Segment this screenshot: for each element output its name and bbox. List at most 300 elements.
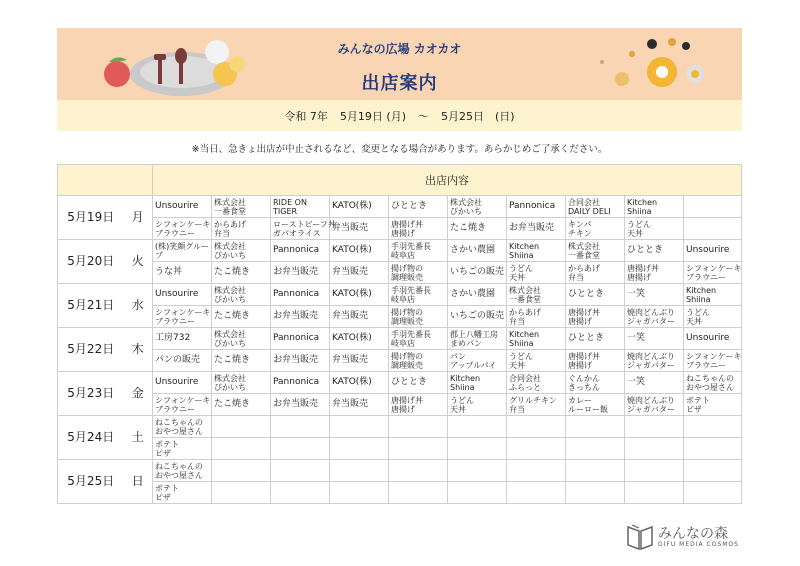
vendor-item-cell xyxy=(684,306,742,328)
vendor-item: 天丼 xyxy=(509,272,525,282)
vendor-item-cell xyxy=(507,218,566,240)
vendor-name: おやつ屋さん xyxy=(686,382,734,392)
vendor-item: お弁当販売 xyxy=(509,223,555,233)
vendor-name-cell xyxy=(625,196,684,218)
vendor-item-cell xyxy=(271,350,330,372)
day-date: 5月20日 xyxy=(58,240,124,284)
vendor-name-cell xyxy=(330,372,389,394)
date-separator: ～ xyxy=(417,109,429,123)
vendor-name: (株)笑顔グルー xyxy=(155,241,210,251)
vendor-item-cell xyxy=(389,438,448,460)
vendor-item: 唐揚げ xyxy=(391,404,415,414)
vendor-name-cell xyxy=(153,284,212,306)
vendor-name: 株式会社 xyxy=(214,285,246,295)
vendor-name: Pannonica xyxy=(273,377,320,387)
vendor-name: 一笑 xyxy=(627,289,646,299)
vendor-name: ひととき xyxy=(568,289,605,299)
vendor-name-cell xyxy=(448,240,507,262)
vendor-item-cell xyxy=(330,438,389,460)
vendor-item-cell xyxy=(507,394,566,416)
vendor-item: ブラウニー xyxy=(155,404,195,414)
vendor-item: うどん xyxy=(450,395,474,405)
vendor-name: KATO(株) xyxy=(332,201,372,211)
vendor-name-cell xyxy=(507,284,566,306)
vendor-item: ブラウニー xyxy=(686,360,726,370)
vendor-name: Pannonica xyxy=(509,201,556,211)
vendor-name: ぴかいち xyxy=(214,250,246,260)
vendor-name: 株式会社 xyxy=(214,197,246,207)
vendor-item: ブラウニー xyxy=(686,272,726,282)
vendor-name: さかい農園 xyxy=(450,245,496,255)
header-banner xyxy=(57,28,742,100)
vendor-name: 岐阜店 xyxy=(391,338,415,348)
vendor-name: KATO(株) xyxy=(332,289,372,299)
vendor-item: からあげ xyxy=(568,263,600,273)
vendor-name-cell xyxy=(507,240,566,262)
vendor-name: 合同会社 xyxy=(509,373,541,383)
vendor-name-cell xyxy=(271,416,330,438)
table-header-blank xyxy=(58,165,153,196)
vendor-item: シフォンケーキ xyxy=(155,307,211,317)
vendor-item: ルーロー飯 xyxy=(568,404,608,414)
vendor-name-cell xyxy=(212,372,271,394)
vendor-item-cell xyxy=(507,350,566,372)
vendor-name-cell xyxy=(448,328,507,350)
vendor-name-cell xyxy=(212,416,271,438)
vendor-item-cell xyxy=(625,306,684,328)
vendor-item: ジャガバター xyxy=(627,360,675,370)
vendor-item: ピザ xyxy=(155,492,171,502)
vendor-item-cell xyxy=(153,262,212,284)
vendor-name: 岐阜店 xyxy=(391,294,415,304)
vendor-name: Kitchen xyxy=(686,285,717,295)
vendor-item-cell xyxy=(566,262,625,284)
vendor-name-cell xyxy=(153,196,212,218)
vendor-name-cell xyxy=(389,328,448,350)
vendor-item-cell xyxy=(566,350,625,372)
vendor-name-cell xyxy=(684,416,742,438)
vendor-name: Unsourire xyxy=(686,245,730,255)
day-date: 5月22日 xyxy=(58,328,124,372)
vendor-item: チキン xyxy=(568,228,592,238)
vendor-item: 弁当 xyxy=(214,228,230,238)
vendor-item-cell xyxy=(625,394,684,416)
vendor-name: おやつ屋さん xyxy=(155,426,203,436)
end-date: 5月25日 (日) xyxy=(440,109,515,123)
start-date: 5月19日 (月) xyxy=(339,109,406,123)
vendor-item-cell xyxy=(566,438,625,460)
vendor-name: 株式会社 xyxy=(214,373,246,383)
vendor-item-cell xyxy=(212,262,271,284)
vendor-name: Unsourire xyxy=(155,201,199,211)
vendor-name: 株式会社 xyxy=(214,241,246,251)
vendor-item: 焼肉どんぶり xyxy=(627,395,675,405)
vendor-item-cell xyxy=(507,262,566,284)
vendor-item-cell xyxy=(625,262,684,284)
day-date: 5月24日 xyxy=(58,416,124,460)
vendor-name: 一笑 xyxy=(627,377,646,387)
vendor-item-cell xyxy=(566,394,625,416)
vendor-item-cell xyxy=(625,482,684,504)
vendor-name: 郡上八幡工房 xyxy=(450,329,498,339)
vendor-name-cell xyxy=(625,416,684,438)
vendor-item: 弁当販売 xyxy=(332,355,369,365)
vendor-name-cell xyxy=(271,328,330,350)
vendor-item-cell xyxy=(389,218,448,240)
day-weekday: 土 xyxy=(124,416,153,460)
vendor-item-cell xyxy=(153,394,212,416)
day-weekday: 水 xyxy=(124,284,153,328)
vendor-name: Unsourire xyxy=(686,333,730,343)
vendor-name-cell xyxy=(330,328,389,350)
vendor-item: ピザ xyxy=(155,448,171,458)
book-icon xyxy=(626,521,654,551)
day-row-top xyxy=(58,460,742,482)
vendor-item: 調理販売 xyxy=(391,360,423,370)
vendor-name-cell xyxy=(389,372,448,394)
day-row-top xyxy=(58,416,742,438)
day-weekday: 日 xyxy=(124,460,153,504)
vendor-item: キンパ xyxy=(568,219,592,229)
vendor-name: きっちん xyxy=(568,382,600,392)
vendor-name-cell xyxy=(153,416,212,438)
vendor-item-cell xyxy=(153,218,212,240)
vendor-item: お弁当販売 xyxy=(273,399,319,409)
vendor-item: ブラウニー xyxy=(155,316,195,326)
vendor-name: ふらっと xyxy=(509,382,541,392)
vendor-name-cell xyxy=(507,196,566,218)
vendor-name: KATO(株) xyxy=(332,333,372,343)
vendor-item-cell xyxy=(330,262,389,284)
vendor-item-cell xyxy=(212,306,271,328)
day-weekday: 金 xyxy=(124,372,153,416)
vendor-name: 合同会社 xyxy=(568,197,600,207)
vendor-item-cell xyxy=(153,306,212,328)
vendor-item-cell xyxy=(212,438,271,460)
vendor-item: うな丼 xyxy=(155,267,183,277)
vendor-name-cell xyxy=(625,460,684,482)
vendor-item-cell xyxy=(684,394,742,416)
day-date: 5月23日 xyxy=(58,372,124,416)
vendor-name: 岐阜店 xyxy=(391,250,415,260)
vendor-name: 株式会社 xyxy=(450,197,482,207)
vendor-name-cell xyxy=(389,240,448,262)
vendor-name-cell xyxy=(448,196,507,218)
vendor-name: おやつ屋さん xyxy=(155,470,203,480)
vendor-item-cell xyxy=(271,262,330,284)
vendor-name: 株式会社 xyxy=(509,285,541,295)
vendor-name-cell xyxy=(389,460,448,482)
vendor-name-cell xyxy=(153,240,212,262)
vendor-name: まめパン xyxy=(450,338,482,348)
vendor-item-cell xyxy=(212,482,271,504)
vendor-item: 天丼 xyxy=(686,316,702,326)
vendor-item: 唐揚げ丼 xyxy=(391,219,423,229)
vendor-name: Kitchen xyxy=(450,373,481,383)
vendor-name: ひととき xyxy=(568,333,605,343)
day-row-top xyxy=(58,328,742,350)
vendor-item-cell xyxy=(566,306,625,328)
vendor-name: ぴかいち xyxy=(214,382,246,392)
vendor-item: うどん xyxy=(686,307,710,317)
vendor-item: 唐揚げ xyxy=(568,316,592,326)
vendor-item: からあげ xyxy=(214,219,246,229)
vendor-item: 唐揚げ丼 xyxy=(391,395,423,405)
vendor-item-cell xyxy=(330,350,389,372)
vendor-name: KATO(株) xyxy=(332,377,372,387)
day-row-bottom xyxy=(58,306,742,328)
logo-name: みんなの森 xyxy=(658,526,728,542)
vendor-item: からあげ xyxy=(509,307,541,317)
vendor-item-cell xyxy=(271,218,336,240)
vendor-name: ぴかいち xyxy=(214,338,246,348)
vendor-item: 弁当 xyxy=(509,316,525,326)
vendor-name: ねこちゃんの xyxy=(155,417,203,427)
vendor-item: うどん xyxy=(627,219,651,229)
vendor-item-cell xyxy=(684,438,742,460)
vendor-item: 調理販売 xyxy=(391,272,423,282)
vendor-item-cell xyxy=(271,306,330,328)
vendor-name-cell xyxy=(684,372,742,394)
vendor-item-cell xyxy=(684,350,742,372)
date-range xyxy=(57,100,742,131)
vendor-name: ひととき xyxy=(391,377,428,387)
table-header-label: 出店内容 xyxy=(153,165,742,196)
vendor-name: Kitchen xyxy=(509,241,540,251)
vendor-name-cell xyxy=(507,372,566,394)
vendor-name-cell xyxy=(212,196,271,218)
vendor-name: ねこちゃんの xyxy=(686,373,734,383)
vendor-item-cell xyxy=(212,394,271,416)
vendor-item-cell xyxy=(448,482,507,504)
vendor-name: 手羽先番長 xyxy=(391,329,431,339)
day-row-top xyxy=(58,196,742,218)
vendor-item: ジャガバター xyxy=(627,316,675,326)
vendor-item: ポテト xyxy=(686,395,710,405)
vendor-item-cell xyxy=(330,218,389,240)
vendor-name: ぴかいち xyxy=(450,206,482,216)
vendor-name-cell xyxy=(566,328,625,350)
vendor-name-cell xyxy=(684,196,742,218)
vendor-item-cell xyxy=(684,262,742,284)
vendor-item: 唐揚げ丼 xyxy=(627,263,659,273)
vendor-item: うどん xyxy=(509,351,533,361)
vendor-name: 一笑 xyxy=(627,333,646,343)
vendor-name: Unsourire xyxy=(155,377,199,387)
vendor-item: 焼肉どんぶり xyxy=(627,351,675,361)
vendor-item: パンの販売 xyxy=(155,355,201,365)
vendor-item-cell xyxy=(625,438,684,460)
vendor-name-cell xyxy=(271,284,330,306)
vendor-item-cell xyxy=(271,482,330,504)
vendor-item-cell xyxy=(566,482,625,504)
vendor-name: 一番食堂 xyxy=(214,206,246,216)
vendor-item-cell xyxy=(448,262,507,284)
vendor-name: 一番食堂 xyxy=(568,250,600,260)
vendor-item: グリルチキン xyxy=(509,395,557,405)
vendor-name-cell xyxy=(566,372,625,394)
vendor-item-cell xyxy=(153,438,212,460)
vendor-name: Shiina xyxy=(450,382,475,392)
vendor-item: お弁当販売 xyxy=(273,311,319,321)
vendor-name-cell xyxy=(271,240,330,262)
vendor-name-cell xyxy=(153,460,212,482)
vendor-item: ブラウニー xyxy=(155,228,195,238)
vendor-item: シフォンケーキ xyxy=(155,219,211,229)
vendor-name-cell xyxy=(566,196,625,218)
vendor-item: アップルパイ xyxy=(450,360,497,370)
vendor-item: たこ焼き xyxy=(214,311,251,321)
vendor-item-cell xyxy=(684,482,742,504)
vendor-item-cell xyxy=(448,350,507,372)
vendor-name-cell xyxy=(684,284,742,306)
vendor-name-cell xyxy=(330,460,389,482)
vendor-item: うどん xyxy=(509,263,533,273)
vendor-item-cell xyxy=(153,350,212,372)
vendor-item-cell xyxy=(507,438,566,460)
vendor-name-cell xyxy=(448,372,507,394)
vendor-name: Kitchen xyxy=(627,197,658,207)
vendor-name: RIDE ON xyxy=(273,197,307,207)
vendor-name-cell xyxy=(271,372,330,394)
vendor-item-cell xyxy=(153,482,212,504)
vendor-item-cell xyxy=(330,394,389,416)
vendor-item: 弁当販売 xyxy=(332,223,369,233)
vendor-item-cell xyxy=(448,438,507,460)
vendor-item-cell xyxy=(684,218,742,240)
vendor-name: DAILY DELI xyxy=(568,206,611,216)
vendor-item-cell xyxy=(448,218,507,240)
vendor-name: プ xyxy=(155,250,163,260)
vendor-item: 揚げ物の xyxy=(391,351,423,361)
vendor-item: 唐揚げ丼 xyxy=(568,307,600,317)
vendor-name-cell xyxy=(684,460,742,482)
vendor-item: 天丼 xyxy=(627,228,643,238)
vendor-item: 揚げ物の xyxy=(391,307,423,317)
vendor-item-cell xyxy=(507,306,566,328)
vendor-item-cell xyxy=(212,350,271,372)
vendor-name: ひととき xyxy=(391,201,428,211)
media-cosmos-logo xyxy=(626,521,739,555)
vendor-item-cell xyxy=(389,394,448,416)
vendor-name-cell xyxy=(448,416,507,438)
vendor-name: Shiina xyxy=(509,250,534,260)
vendor-item: 揚げ物の xyxy=(391,263,423,273)
vendor-name: ねこちゃんの xyxy=(155,461,203,471)
day-weekday: 木 xyxy=(124,328,153,372)
vendor-name-cell xyxy=(684,328,742,350)
vendor-name: Kitchen xyxy=(509,329,540,339)
vendor-name: ぐんかん xyxy=(568,373,600,383)
vendor-name-cell xyxy=(625,372,684,394)
vendor-item: 弁当販売 xyxy=(332,399,369,409)
vendor-name: 工房732 xyxy=(155,333,191,343)
day-row-bottom xyxy=(58,218,742,240)
vendor-name-cell xyxy=(212,284,271,306)
vendor-item: お弁当販売 xyxy=(273,267,319,277)
vendor-item-cell xyxy=(448,394,507,416)
vendor-name: Shiina xyxy=(686,294,711,304)
schedule-table xyxy=(57,164,742,504)
vendor-name-cell xyxy=(330,284,389,306)
vendor-name-cell xyxy=(271,460,330,482)
vendor-name-cell xyxy=(566,416,625,438)
vendor-item: たこ焼き xyxy=(214,355,251,365)
vendor-item-cell xyxy=(330,306,389,328)
vendor-item-cell xyxy=(212,218,271,240)
vendor-name-cell xyxy=(625,284,684,306)
vendor-item: シフォンケーキ xyxy=(155,395,211,405)
day-row-top xyxy=(58,240,742,262)
day-row-top xyxy=(58,372,742,394)
vendor-name: TIGER xyxy=(273,206,298,216)
vendor-name: Pannonica xyxy=(273,333,320,343)
notice-text: ※当日、急きょ出店が中止されるなど、変更となる場合があります。あらかじめご了承ください。 xyxy=(57,131,742,165)
vendor-item: 天丼 xyxy=(509,360,525,370)
vendor-item: 弁当販売 xyxy=(332,267,369,277)
vendor-name-cell xyxy=(507,328,566,350)
vendor-name: KATO(株) xyxy=(332,245,372,255)
vendor-name: Shiina xyxy=(627,206,652,216)
vendor-name-cell xyxy=(153,372,212,394)
vendor-name: 株式会社 xyxy=(214,329,246,339)
day-row-bottom xyxy=(58,350,742,372)
vendor-item-cell xyxy=(625,218,684,240)
vendor-item: 唐揚げ丼 xyxy=(568,351,600,361)
vendor-item-cell xyxy=(389,306,448,328)
day-date: 5月21日 xyxy=(58,284,124,328)
vendor-name-cell xyxy=(330,240,389,262)
vendor-name: Pannonica xyxy=(273,289,320,299)
table-header-row xyxy=(58,165,742,196)
vendor-item: 弁当販売 xyxy=(332,311,369,321)
vendor-item: 唐揚げ xyxy=(627,272,651,282)
vendor-item-cell xyxy=(389,482,448,504)
day-date: 5月19日 xyxy=(58,196,124,240)
vendor-item-cell xyxy=(625,350,684,372)
vendor-name-cell xyxy=(625,240,684,262)
vendor-name-cell xyxy=(212,460,271,482)
vendor-item: シフォンケーキ xyxy=(686,351,742,361)
vendor-name-cell xyxy=(330,416,389,438)
vendor-name-cell xyxy=(212,328,271,350)
vendor-item: パン xyxy=(450,351,466,361)
vendor-name: Pannonica xyxy=(273,245,320,255)
vendor-name: Shiina xyxy=(509,338,534,348)
vendor-item: ジャガバター xyxy=(627,404,675,414)
vendor-item: 焼肉どんぶり xyxy=(627,307,675,317)
day-date: 5月25日 xyxy=(58,460,124,504)
day-weekday: 月 xyxy=(124,196,153,240)
vendor-name: ぴかいち xyxy=(214,294,246,304)
vendor-name-cell xyxy=(625,328,684,350)
vendor-item: 弁当 xyxy=(509,404,525,414)
vendor-name: 株式会社 xyxy=(568,241,600,251)
vendor-name-cell xyxy=(389,416,448,438)
vendor-name-cell xyxy=(212,240,271,262)
vendor-name: 手羽先番長 xyxy=(391,241,431,251)
flower-illustration xyxy=(562,34,712,94)
era-year: 令和 7年 xyxy=(284,109,328,123)
vendor-item-cell xyxy=(507,482,566,504)
vendor-item: たこ焼き xyxy=(214,267,251,277)
vendor-item: 調理販売 xyxy=(391,316,423,326)
vendor-name-cell xyxy=(684,240,742,262)
logo-subtitle: GIFU MEDIA COSMOS xyxy=(658,541,739,548)
vendor-name-cell xyxy=(507,460,566,482)
page-title: 出店案内 xyxy=(361,73,438,94)
vendor-name-cell xyxy=(389,196,448,218)
